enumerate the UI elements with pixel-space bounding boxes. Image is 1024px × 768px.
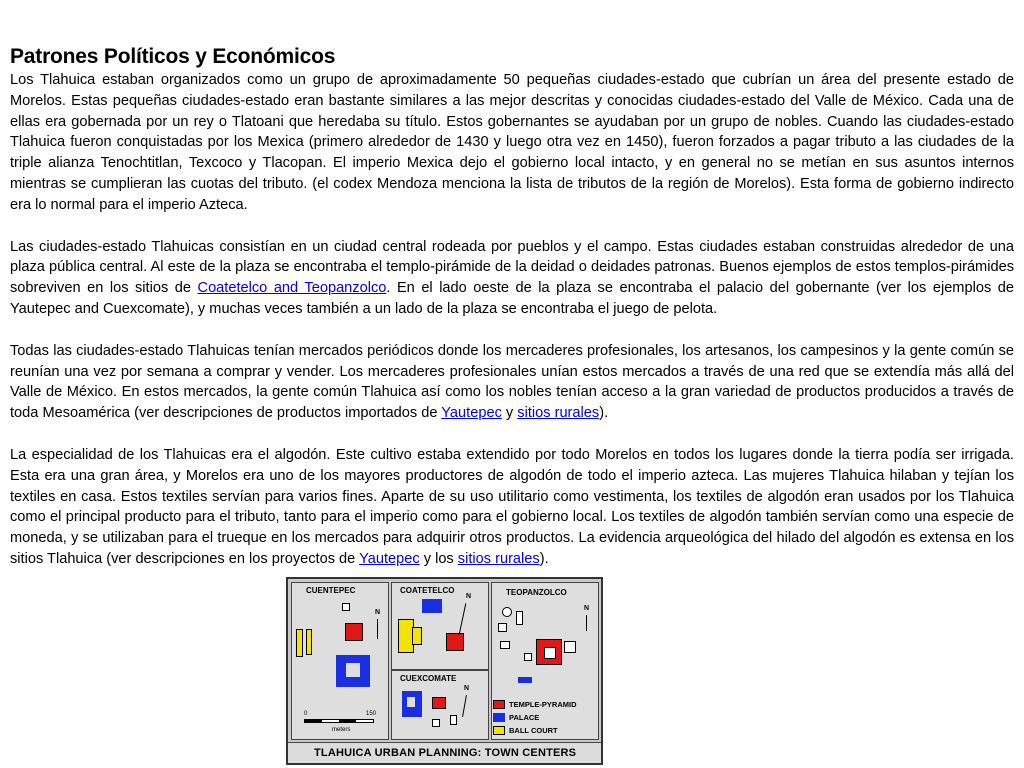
town-centers-figure xyxy=(286,577,603,765)
north-arrow-icon xyxy=(586,615,587,631)
temple-pyramid xyxy=(446,633,464,651)
structure xyxy=(516,611,523,625)
panel-title-teopanzolco: TEOPANZOLCO xyxy=(506,588,567,597)
paragraph-3-text-b: ). xyxy=(599,405,609,422)
paragraph-2 xyxy=(10,237,1014,320)
panel-cuexcomate xyxy=(391,670,489,740)
north-arrow-icon xyxy=(459,603,467,635)
scale-bar xyxy=(304,719,374,723)
scale-max: 150 xyxy=(366,711,377,717)
panel-title-cuentepec: CUENTEPEC xyxy=(306,586,356,595)
temple-pyramid xyxy=(432,697,446,709)
ball-court xyxy=(412,627,422,645)
structure xyxy=(342,603,350,611)
legend-palace: PALACE xyxy=(509,713,540,722)
panel-cuentepec xyxy=(291,582,389,740)
north-arrow-icon xyxy=(377,619,378,639)
structure xyxy=(502,607,512,617)
panel-title-coatetelco: COATETELCO xyxy=(400,586,455,595)
structure xyxy=(432,719,440,727)
paragraph-1-text: Los Tlahuica estaban organizados como un grupo de aproximadamente 50 pequeñas ciudades-estado que cubrían un área del presente estado de Morelos. Estas pequeñas ciudades-estado eran bastante similares a las mejor descritas y conocidas ciudades-estado del Valle de México. Cada una de ellas era gobernada por un rey o Tlatoani que heredaba su título. Estos gobernantes se ayudaban por un grupo de nobles. Cuando las ciudades-estado Tlahuica fueron conquistadas por los Mexica (primero alrededor de 1430 y luego otra vez en 1450), fueron forzados a pagar tributo a las ciudades de la triple alianza Tenochtitlan, Texcoco y Tlacopan. El imperio Mexica dejo el gobierno local intacto, y en general no se metían en sus asuntos internos mientras se cumplieran las cuotas del tributo. (el codex Mendoza menciona la lista de tributos de la región de Morelos). Esta forma de gobierno indirecto era lo normal para el imperio Azteca. xyxy=(10,72,1014,213)
paragraph-1 xyxy=(10,70,1014,216)
paragraph-4 xyxy=(10,445,1014,570)
structure xyxy=(564,641,576,653)
palace xyxy=(518,677,532,683)
paragraph-3-text-a: Todas las ciudades-estado Tlahuicas tenían mercados periódicos donde los mercaderes profesionales, los artesanos, los campesinos y la gente común se reunían una vez por semana a comprar y vender. Los mercaderes profesionales unían estos mercados a través de una red que se extendía más allá del Valle de México. En estos mercados, la gente común Tlahuica así como los nobles tenían acceso a la gran variedad de productos producidos a través de toda Mesoamérica (ver descripciones de productos importados de xyxy=(10,342,1014,422)
legend-swatch-palace xyxy=(493,713,505,722)
ball-court xyxy=(306,629,312,655)
north-arrow-icon xyxy=(462,695,467,717)
legend-temple-pyramid: TEMPLE-PYRAMID xyxy=(509,700,577,709)
scale-zero: 0 xyxy=(304,711,308,717)
panel-teopanzolco xyxy=(491,582,599,740)
palace xyxy=(422,599,442,613)
structure xyxy=(498,623,507,632)
page-title: Patrones Políticos y Económicos xyxy=(10,45,336,68)
north-label: N xyxy=(375,609,381,616)
link-sitios-rurales-2[interactable]: sitios rurales xyxy=(457,550,540,567)
link-coatetelco-teopanzolco[interactable]: Coatetelco and Teopanzolco xyxy=(197,280,387,297)
palace xyxy=(402,691,422,717)
link-sitios-rurales[interactable]: sitios rurales xyxy=(517,405,600,422)
structure xyxy=(450,715,457,725)
legend-swatch-temple xyxy=(493,700,505,709)
paragraph-3-text-mid: y xyxy=(501,405,518,422)
north-label: N xyxy=(466,593,472,600)
temple-pyramid xyxy=(536,639,562,665)
structure xyxy=(524,653,532,661)
paragraph-4-text-a: La especialidad de los Tlahuicas era el algodón. Este cultivo estaba extendido por todo Morelos en todos los lugares donde la tierra podía ser irrigada. Esta era una gran área, y Morelos era uno de los mayores productores de algodón de todo el imperio azteca. Las mujeres Tlahuica hilaban y tejían los textiles en casa. Estos textiles servían para varios fines. Aparte de su uso utilitario como vestimenta, los textiles de algodón eran usados por los Tlahuica como el principal producto para el tributo, tanto para el imperio como para el gobierno local. Los textiles de algodón también servían como una especie de moneda, y se utilizaban para el trueque en los mercados para adquirir otros productos. La evidencia arqueológica del hilado del algodón es extensa en los sitios Tlahuica (ver descripciones en los proyectos de xyxy=(10,446,1014,567)
north-label: N xyxy=(584,605,590,612)
paragraph-3 xyxy=(10,341,1014,424)
paragraph-4-text-mid: y los xyxy=(419,550,458,567)
figure-caption: TLAHUICA URBAN PLANNING: TOWN CENTERS xyxy=(288,742,601,763)
paragraph-4-text-b: ). xyxy=(539,550,549,567)
scale-unit: meters xyxy=(332,727,351,733)
legend-ball-court: BALL COURT xyxy=(509,726,558,735)
paragraph-2-text-a: Las ciudades-estado Tlahuicas consistían en un ciudad central rodeada por pueblos y el campo. Estas ciudades estaban construidas alrededor de una plaza pública central. Al este de la plaza se encontraba el templo-pirámide de la deidad o deidades patronas. Buenos ejemplos de estos templos-pirámides sobreviven en los sitios de xyxy=(10,238,1014,297)
document-body xyxy=(10,45,1014,570)
north-label: N xyxy=(464,685,470,692)
paragraph-2-text-b: . En el lado oeste de la plaza se encontraba el palacio del gobernante (ver los ejemplos de Yautepec and Cuexcomate), y muchas veces también a un lado de la plaza se encontraba el juego de pelota. xyxy=(10,280,1014,317)
ball-court xyxy=(296,629,303,657)
palace xyxy=(336,655,370,687)
structure xyxy=(500,641,510,649)
panel-coatetelco xyxy=(391,582,489,670)
temple-pyramid xyxy=(345,623,363,641)
legend-swatch-ballcourt xyxy=(493,726,505,735)
panel-title-cuexcomate: CUEXCOMATE xyxy=(400,674,457,683)
link-yautepec-2[interactable]: Yautepec xyxy=(359,550,420,567)
link-yautepec[interactable]: Yautepec xyxy=(441,405,502,422)
